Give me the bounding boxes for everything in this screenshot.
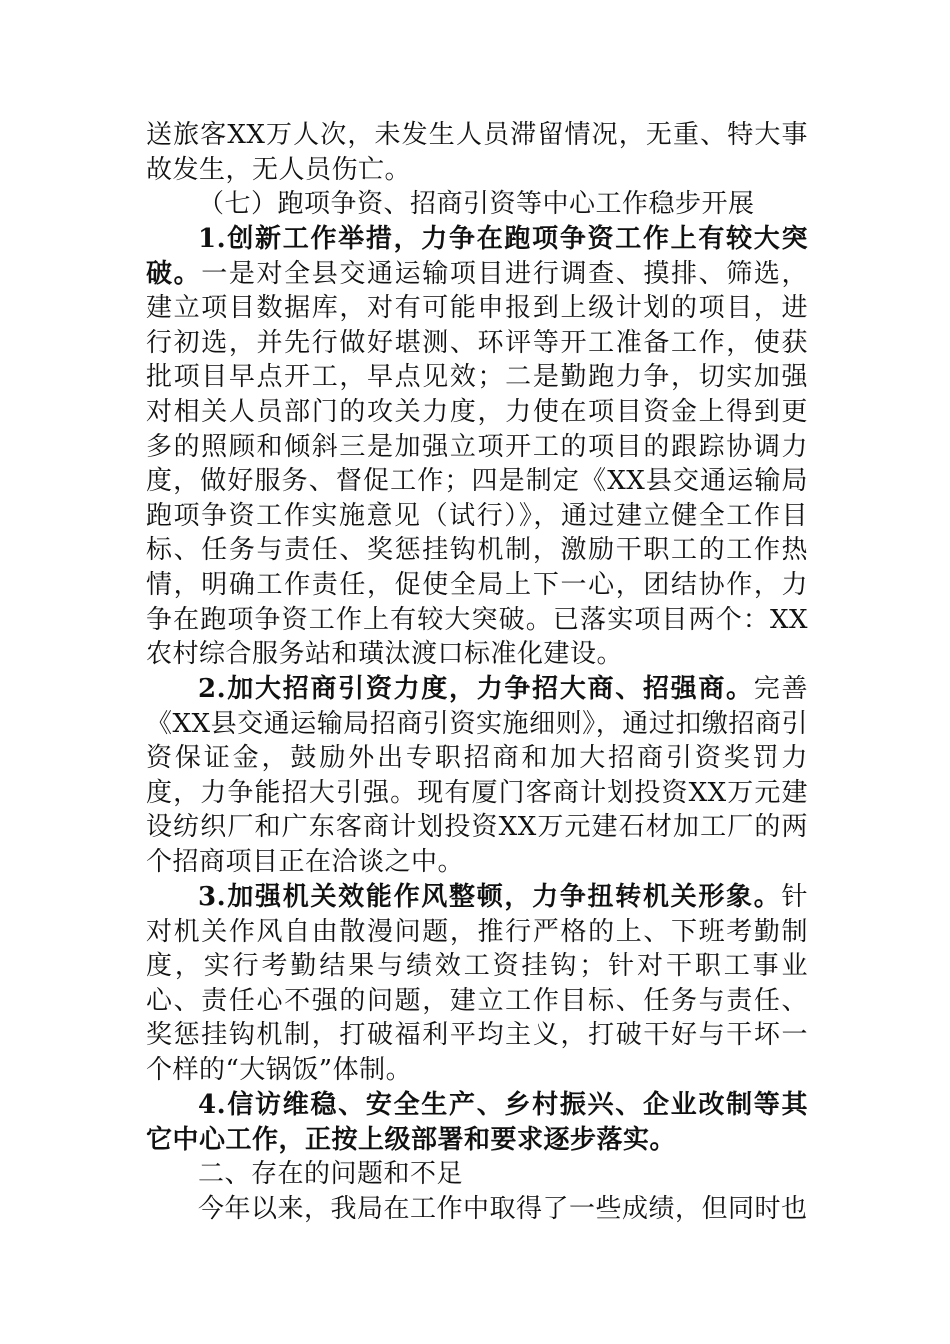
item-1-paragraph: [146, 222, 808, 672]
item-1-title: 1.创新工作举措，力争在跑项争资工作上有较大突破。: [146, 224, 808, 289]
item-2-paragraph: [146, 672, 808, 880]
item-3-title: 3.加强机关效能作风整顿，力争扭转机关形象。: [198, 882, 782, 912]
heading-text: （七）跑项争资、招商引资等中心工作稳步开展: [198, 189, 755, 219]
last-paragraph: [146, 1192, 808, 1227]
paragraph-text: 今年以来，我局在工作中取得了一些成绩，但同时也: [198, 1194, 808, 1224]
item-4-paragraph: [146, 1088, 808, 1157]
item-3-body: 针对机关作风自由散漫问题，推行严格的上、下班考勤制度，实行考勤结果与绩效工资挂钩；针对干职工事业心、责任心不强的问题，建立工作目标、任务与责任、奖惩挂钩机制，打破福利平均主义，打破干好与干坏一个样的“大锅饭”体制。: [146, 882, 808, 1085]
item-1-body: 一是对全县交通运输项目进行调查、摸排、筛选，建立项目数据库，对有可能申报到上级计划的项目，进行初选，并先行做好堪测、环评等开工准备工作，使获批项目早点开工，早点见效；二是勤跑力争，切实加强对相关人员部门的攻关力度，力使在项目资金上得到更多的照顾和倾斜三是加强立项开工的项目的跟踪协调力度，做好服务、督促工作；四是制定《XX县交通运输局跑项争资工作实施意见（试行）》，通过建立健全工作目标、任务与责任、奖惩挂钩机制，激励干职工的工作热情，明确工作责任，促使全局上下一心，团结协作，力争在跑项争资工作上有较大突破。已落实项目两个：XX农村综合服务站和璜汰渡口标准化建设。: [146, 258, 808, 670]
item-3-paragraph: [146, 880, 808, 1088]
item-2-title: 2.加大招商引资力度，力争招大商、招强商。: [198, 674, 754, 704]
paragraph-continuation: [146, 118, 808, 187]
section-7-heading: [146, 187, 808, 222]
item-4-title: 4.信访维稳、安全生产、乡村振兴、企业改制等其它中心工作，正按上级部署和要求逐步落实。: [146, 1090, 808, 1155]
heading-text: 二、存在的问题和不足: [198, 1159, 464, 1189]
item-2-body: 完善《XX县交通运输局招商引资实施细则》，通过扣缴招商引资保证金，鼓励外出专职招商和加大招商引资奖罚力度，力争能招大引强。现有厦门客商计划投资XX万元建设纺织厂和广东客商计划投资XX万元建石材加工厂的两个招商项目正在洽谈之中。: [146, 674, 808, 877]
paragraph-text: 送旅客XX万人次，未发生人员滞留情况，无重、特大事故发生，无人员伤亡。: [146, 120, 808, 185]
section-2-heading: [146, 1157, 808, 1192]
